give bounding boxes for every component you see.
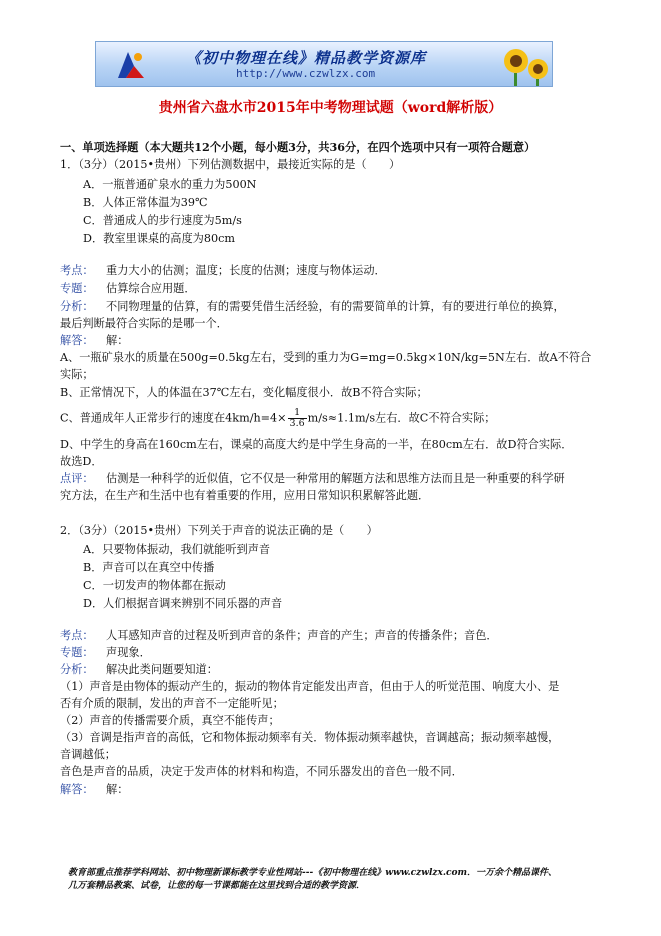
q1-option-d: D．教室里课桌的高度为80cm bbox=[83, 232, 235, 245]
fraction-denominator: 3.6 bbox=[289, 418, 305, 429]
q1-fenxi bbox=[60, 299, 565, 315]
fraction bbox=[288, 408, 307, 429]
site-logo-icon bbox=[114, 48, 148, 82]
question-1-stem: 1．（3分）（2015•贵州）下列估测数据中，最接近实际的是（ ） bbox=[60, 158, 401, 171]
q2-option-d: D．人们根据音调来辨别不同乐器的声音 bbox=[83, 597, 283, 610]
footer-line-1: 教育部重点推荐学科网站、初中物理新课标教学专业性网站---《初中物理在线》www.czwlzx.com．一万余个精品课件、 bbox=[68, 868, 558, 878]
kaodian-label: 考点： bbox=[60, 629, 94, 642]
zhuanti-label: 专题： bbox=[60, 282, 94, 295]
q1-answer-d: D、中学生的身高在160cm左右，课桌的高度大约是中学生身高的一半，在80cm左右．故D符合实际． bbox=[60, 438, 573, 451]
zhuanti-text: 声现象． bbox=[106, 646, 151, 659]
q2-point-3-cont: 音调越低； bbox=[60, 748, 116, 761]
fraction-numerator: 1 bbox=[294, 407, 301, 418]
answer-c-pre: C、普通成年人正常步行的速度在4km/h=4× bbox=[60, 411, 287, 425]
banner-url: http://www.czwlzx.com bbox=[236, 67, 376, 80]
q2-fenxi bbox=[60, 662, 218, 678]
kaodian-text: 重力大小的估测；温度；长度的估测；速度与物体运动． bbox=[106, 264, 386, 277]
q1-answer-a-1: A、一瓶矿泉水的质量在500g=0.5kg左右，受到的重力为G=mg=0.5kg×10N/kg=5N左右．故A不符合 bbox=[60, 351, 592, 364]
q2-point-2: （2）声音的传播需要介质，真空不能传声； bbox=[60, 714, 280, 727]
q2-point-4: 音色是声音的品质，决定于发声体的材料和构造，不同乐器发出的音色一般不同． bbox=[60, 765, 463, 778]
section-heading: 一、单项选择题（本大题共12个小题，每小题3分，共36分，在四个选项中只有一项符合题意） bbox=[60, 140, 536, 154]
q1-dianping bbox=[60, 471, 565, 487]
header-banner bbox=[95, 41, 553, 87]
q1-option-c: C．普通成人的步行速度为5m/s bbox=[83, 214, 242, 227]
dianping-label: 点评： bbox=[60, 472, 94, 485]
jieda-label: 解答： bbox=[60, 334, 94, 347]
q2-zhuanti bbox=[60, 645, 151, 661]
jieda-label: 解答： bbox=[60, 783, 94, 796]
kaodian-label: 考点： bbox=[60, 264, 94, 277]
q1-answer-b: B、正常情况下，人的体温在37℃左右，变化幅度很小．故B不符合实际； bbox=[60, 386, 428, 399]
q2-point-1: （1）声音是由物体的振动产生的，振动的物体肯定能发出声音，但由于人的听觉范围、响度大小、是 bbox=[60, 680, 560, 693]
fenxi-label: 分析： bbox=[60, 300, 94, 313]
q1-kaodian bbox=[60, 263, 386, 279]
q1-option-b: B．人体正常体温为39℃ bbox=[83, 196, 208, 209]
footer-line-2: 几万套精品教案、试卷，让您的每一节课都能在这里找到合适的教学资源． bbox=[68, 881, 366, 891]
q2-point-1-cont: 否有介质的限制，发出的声音不一定能听见； bbox=[60, 697, 284, 710]
zhuanti-text: 估算综合应用题． bbox=[106, 282, 196, 295]
kaodian-text: 人耳感知声音的过程及听到声音的条件；声音的产生；声音的传播条件；音色． bbox=[106, 629, 498, 642]
q2-option-a: A．只要物体振动，我们就能听到声音 bbox=[83, 543, 271, 556]
q1-dianping-cont: 究方法，在生产和生活中也有着重要的作用，应用日常知识积累解答此题． bbox=[60, 489, 430, 502]
q2-option-c: C．一切发声的物体都在振动 bbox=[83, 579, 226, 592]
zhuanti-label: 专题： bbox=[60, 646, 94, 659]
question-2-stem: 2．（3分）（2015•贵州）下列关于声音的说法正确的是（ ） bbox=[60, 524, 378, 537]
fenxi-text: 解决此类问题要知道： bbox=[106, 663, 218, 676]
fenxi-text: 不同物理量的估算，有的需要凭借生活经验，有的需要简单的计算，有的要进行单位的换算， bbox=[106, 300, 565, 313]
q1-jieda bbox=[60, 333, 128, 349]
banner-title: 《初中物理在线》精品教学资源库 bbox=[186, 49, 427, 67]
q1-fenxi-cont: 最后判断最符合实际的是哪一个． bbox=[60, 317, 228, 330]
q1-answer-a-2: 实际； bbox=[60, 368, 94, 381]
dianping-text: 估测是一种科学的近似值，它不仅是一种常用的解题方法和思维方法而且是一种重要的科学研 bbox=[106, 472, 565, 485]
fenxi-label: 分析： bbox=[60, 663, 94, 676]
answer-c-post: m/s≈1.1m/s左右．故C不符合实际； bbox=[307, 411, 496, 425]
q1-answer-c bbox=[60, 408, 496, 429]
q1-conclusion: 故选D． bbox=[60, 455, 103, 468]
q1-zhuanti bbox=[60, 281, 196, 297]
jie-text: 解： bbox=[106, 783, 129, 796]
q2-jieda bbox=[60, 782, 128, 798]
q1-option-a: A．一瓶普通矿泉水的重力为500N bbox=[83, 178, 257, 191]
document-title: 贵州省六盘水市2015年中考物理试题（word解析版） bbox=[158, 100, 503, 116]
q2-kaodian bbox=[60, 628, 498, 644]
sunflower-icon bbox=[494, 43, 550, 87]
q2-option-b: B．声音可以在真空中传播 bbox=[83, 561, 215, 574]
q2-point-3: （3）音调是指声音的高低，它和物体振动频率有关．物体振动频率越快，音调越高；振动频率越慢， bbox=[60, 731, 560, 744]
jie-text: 解： bbox=[106, 334, 129, 347]
